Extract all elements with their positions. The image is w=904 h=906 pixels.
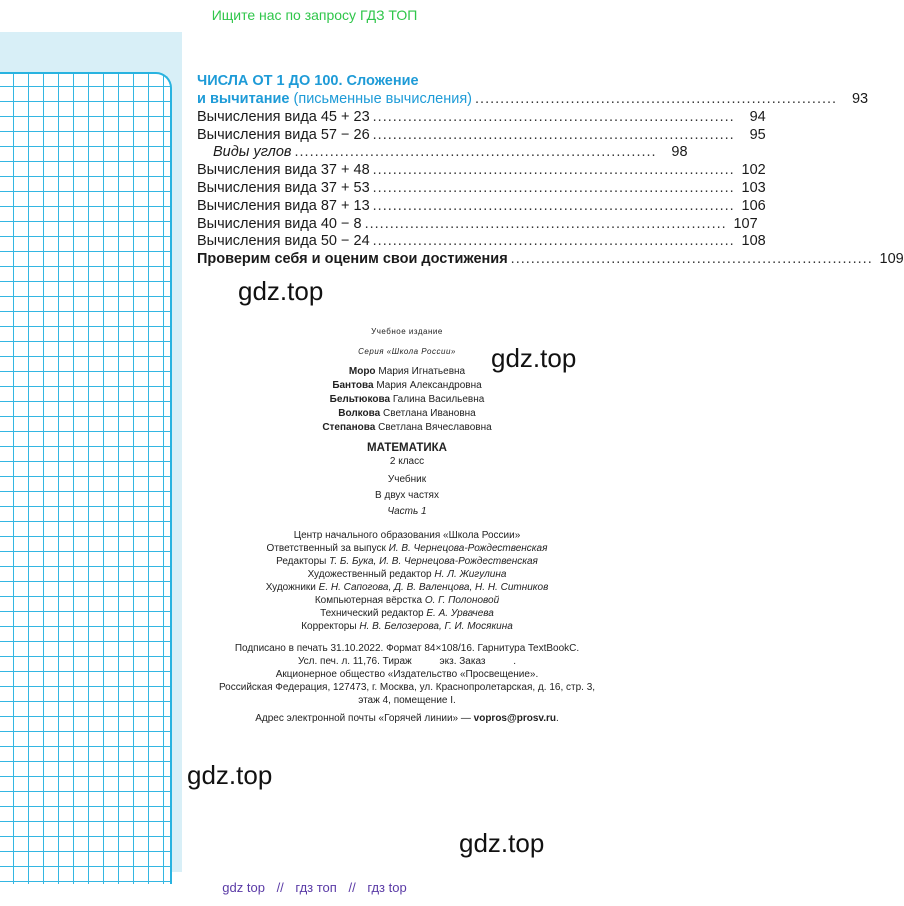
toc-row <box>197 197 766 216</box>
print-line: Подписано в печать 31.10.2022. Формат 84×108/16. Гарнитура TextBookC. <box>234 643 580 654</box>
book-part: Часть 1 <box>387 506 427 517</box>
watermark: gdz.top <box>459 828 545 858</box>
toc-leader-dots: ........................................................................ <box>372 126 735 143</box>
staff-line <box>197 594 617 607</box>
staff-name: Т. Б. Бука, И. В. Чернецова-Рождественская <box>329 556 538 567</box>
author-first-name: Мария Александровна <box>376 380 482 391</box>
publisher-line: Акционерное общество «Издательство «Просвещение». <box>275 669 539 680</box>
toc-row <box>197 144 688 162</box>
staff-role: Художники <box>265 582 316 593</box>
toc-row-title: Вычисления вида 57 − 26 <box>197 126 370 143</box>
watermark: gdz.top <box>238 276 324 306</box>
author-first-name: Светлана Ивановна <box>383 408 476 419</box>
toc-page-number: 98 <box>671 144 688 161</box>
staff-role: Центр начального образования «Школа России» <box>293 530 521 541</box>
toc-row <box>197 215 758 234</box>
toc-leader-dots: ........................................................................ <box>294 144 657 161</box>
toc-section-title-bold: и вычитание <box>197 91 290 107</box>
top-banner[interactable]: Ищите нас по запросу ГДЗ ТОП <box>211 7 418 23</box>
toc-row-title: Вычисления вида 87 + 13 <box>197 197 370 214</box>
toc-page-number: 107 <box>733 215 758 232</box>
staff-name: Н. Л. Жигулина <box>434 569 507 580</box>
toc-page-number: 103 <box>741 179 766 196</box>
author-first-name: Светлана Вячеславовна <box>378 422 492 433</box>
toc-page-number: 106 <box>741 197 766 214</box>
staff-name: Е. Н. Сапогова, Д. В. Валенцова, Н. Н. Ситников <box>318 582 549 593</box>
email-label: Адрес электронной почты «Горячей линии» — <box>255 713 471 724</box>
staff-role: Редакторы <box>276 556 327 567</box>
hotline-email-line <box>197 712 617 726</box>
toc-rows <box>197 108 904 269</box>
author-last-name: Степанова <box>322 422 376 433</box>
staff-role: Ответственный за выпуск <box>266 543 386 554</box>
toc-row-title: Вычисления вида 50 − 24 <box>197 233 370 250</box>
author-last-name: Бантова <box>332 380 374 391</box>
author <box>197 421 617 435</box>
toc-row <box>197 108 766 127</box>
graph-paper-grid <box>0 72 172 884</box>
author-last-name: Бельтюкова <box>329 394 391 405</box>
imprint-block <box>197 325 617 726</box>
staff-role: Художественный редактор <box>307 569 432 580</box>
staff-line <box>197 555 617 568</box>
toc-section-title-note: (письменные вычисления) <box>293 91 473 107</box>
toc-leader-dots: ........................................................................ <box>372 233 735 250</box>
bottom-link[interactable]: гдз top <box>367 880 407 895</box>
staff-line <box>197 542 617 555</box>
toc-leader-dots: ........................................................................ <box>372 179 735 196</box>
bottom-banner <box>0 880 629 895</box>
author <box>197 365 617 379</box>
series-name: Серия «Школа России» <box>358 347 456 356</box>
toc-leader-dots: ........................................................................ <box>372 197 735 214</box>
staff-line <box>197 620 617 633</box>
staff-role: Технический редактор <box>320 608 424 619</box>
staff-list <box>197 529 617 633</box>
toc-leader-dots: ........................................................................ <box>372 162 735 179</box>
staff-line <box>197 529 617 542</box>
bottom-separator: // <box>348 880 356 895</box>
toc-row <box>197 179 766 198</box>
staff-line <box>197 581 617 594</box>
staff-name: Е. А. Урвачева <box>426 608 494 619</box>
author <box>197 393 617 407</box>
toc-row-title: Проверим себя и оценим свои достижения <box>197 251 508 268</box>
toc-section-row <box>197 90 869 109</box>
email-address[interactable]: vopros@prosv.ru <box>473 713 557 724</box>
bottom-separator: // <box>276 880 284 895</box>
staff-role: Корректоры <box>301 621 357 632</box>
staff-name: О. Г. Полоновой <box>424 595 500 606</box>
toc-row <box>197 162 766 180</box>
publisher-line: Российская Федерация, 127473, г. Москва, ул. Краснопролетарская, д. 16, стр. 3, <box>218 682 596 693</box>
print-info <box>197 642 617 707</box>
toc-row <box>197 126 766 145</box>
book-title: МАТЕМАТИКА <box>367 442 447 454</box>
staff-line <box>197 607 617 620</box>
authors-list <box>197 365 617 435</box>
book-type: Учебник <box>387 474 427 485</box>
toc-row <box>197 251 904 269</box>
staff-name: И. В. Чернецова-Рождественская <box>388 543 548 554</box>
author-last-name: Волкова <box>338 408 381 419</box>
toc-row-title: Вычисления вида 40 − 8 <box>197 215 362 232</box>
toc-page-number: 109 <box>879 251 904 268</box>
toc-page-number: 93 <box>851 91 869 107</box>
toc-leader-dots: ........................................................................ <box>372 108 735 125</box>
toc-leader-dots: ........................................................................ <box>475 91 838 107</box>
watermark: gdz.top <box>491 343 577 373</box>
author-last-name: Моро <box>348 366 376 377</box>
book-grade: 2 класс <box>389 456 425 467</box>
page-margin <box>0 32 182 872</box>
toc-page-number: 95 <box>749 126 766 143</box>
toc-section-title: ЧИСЛА ОТ 1 ДО 100. Сложение <box>197 73 419 89</box>
author-first-name: Галина Васильевна <box>392 394 485 405</box>
bottom-link[interactable]: gdz top <box>222 880 265 895</box>
toc-leader-dots: ........................................................................ <box>510 251 873 268</box>
toc-row-title: Вычисления вида 37 + 53 <box>197 179 370 196</box>
toc-page-number: 94 <box>749 108 766 125</box>
author-first-name: Мария Игнатьевна <box>378 366 466 377</box>
staff-line <box>197 568 617 581</box>
staff-name: Н. В. Белозерова, Г. И. Мосякина <box>359 621 513 632</box>
toc-row-title: Виды углов <box>213 144 292 161</box>
edition-kind: Учебное издание <box>371 327 443 336</box>
toc-row <box>197 233 766 251</box>
table-of-contents <box>197 72 904 269</box>
watermark: gdz.top <box>187 760 273 790</box>
toc-row-title: Вычисления вида 37 + 48 <box>197 162 370 179</box>
toc-page-number: 102 <box>741 162 766 179</box>
author <box>197 407 617 421</box>
author <box>197 379 617 393</box>
book-parts: В двух частях <box>375 490 439 501</box>
toc-leader-dots: ........................................................................ <box>364 215 727 232</box>
print-line: Усл. печ. л. 11,76. Тираж экз. Заказ . <box>297 656 517 667</box>
staff-role: Компьютерная вёрстка <box>314 595 423 606</box>
bottom-link[interactable]: гдз топ <box>295 880 337 895</box>
email-end: . <box>556 713 559 724</box>
publisher-line: этаж 4, помещение I. <box>358 695 456 706</box>
toc-page-number: 108 <box>741 233 766 250</box>
toc-row-title: Вычисления вида 45 + 23 <box>197 108 370 125</box>
